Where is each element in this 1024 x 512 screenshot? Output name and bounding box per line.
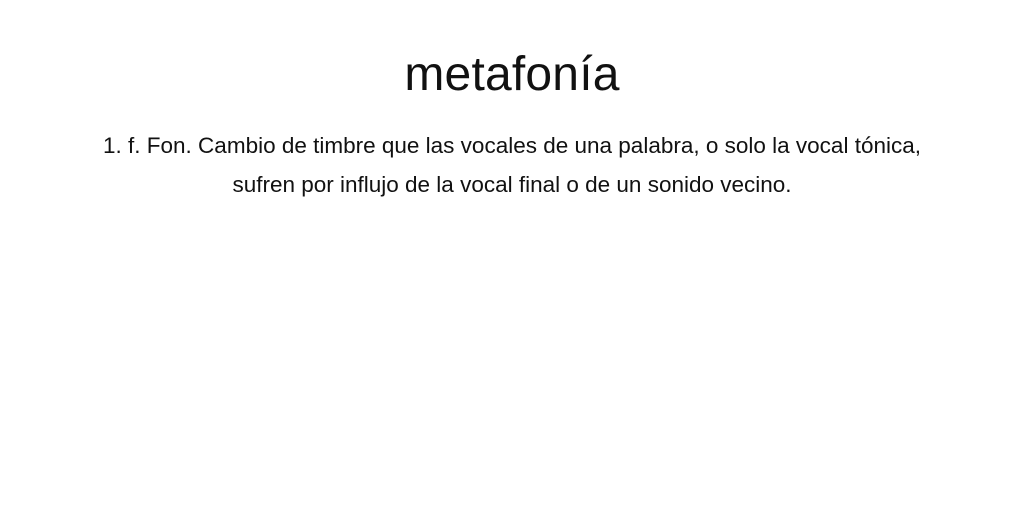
entry-term-heading: metafonía	[404, 48, 620, 101]
entry-definition-text: 1. f. Fon. Cambio de timbre que las vocales de una palabra, o solo la vocal tónica, sufren por influjo de la vocal final o de un sonido vecino.	[103, 133, 921, 197]
